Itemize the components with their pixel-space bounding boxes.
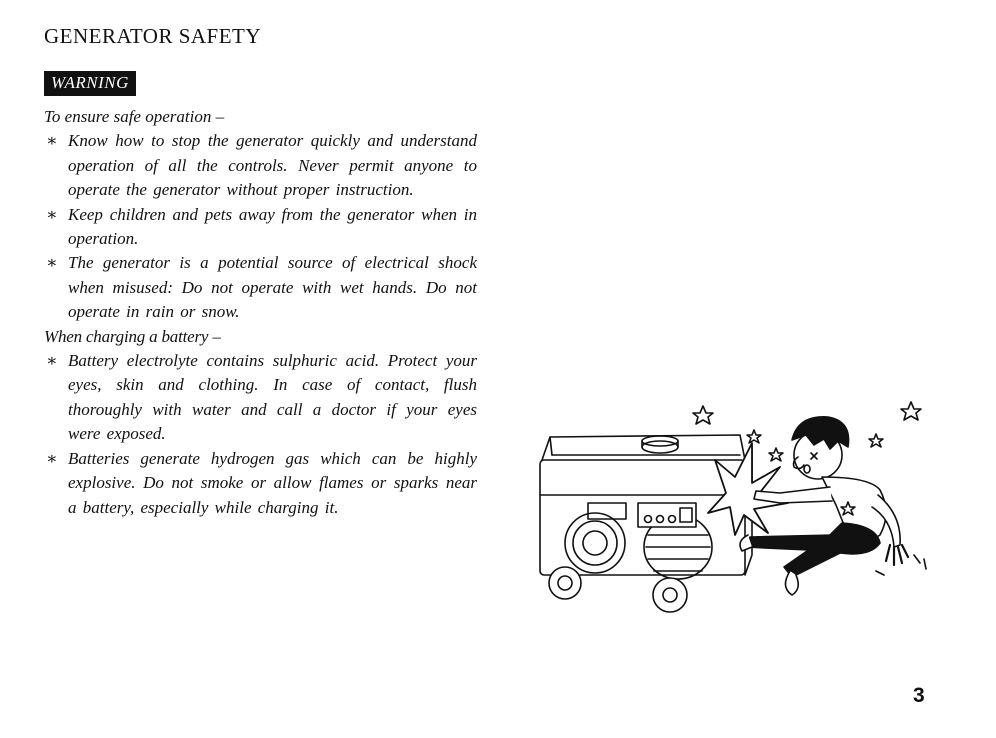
bullet-text: Battery electrolyte contains sulphuric acid. Protect your eyes, skin and clothing. In case of contact, flush thoroughly with water and call a doctor if your eyes were exposed. [68,351,477,444]
list-item [44,129,477,202]
bullet-text: Batteries generate hydrogen gas which can be highly explosive. Do not smoke or allow flames or sparks near a battery, especially while charging it. [68,448,477,517]
list-item [44,203,477,252]
list-item [44,349,477,447]
spark-icon [708,443,788,535]
list-item [44,447,477,520]
operation-bullets [44,129,477,324]
page-title: GENERATOR SAFETY [44,24,262,48]
list-item [44,251,477,324]
page-number: 3 [913,684,925,707]
bullet-text: Keep children and pets away from the generator when in operation. [68,204,477,249]
battery-bullets [44,349,477,520]
bullet-icon: ∗ [46,351,58,371]
bullet-icon: ∗ [46,131,58,151]
bullet-text: Know how to stop the generator quickly and understand operation of all the controls. Never permit anyone to operate the generator without proper instruction. [68,131,477,200]
section-intro-operation: To ensure safe operation – [44,107,225,126]
section-intro-battery: When charging a battery – [44,326,221,346]
warning-label: WARNING [44,71,136,96]
bullet-text: The generator is a potential source of electrical shock when misused: Do not operate with wet hands. Do not operate in rain or snow. [68,253,477,322]
bullet-icon: ∗ [46,448,58,468]
generator-icon [540,435,752,612]
bullet-icon: ∗ [46,204,58,224]
safety-text [44,105,477,520]
electric-shock-generator-illustration [530,395,950,620]
bullet-icon: ∗ [46,253,58,273]
